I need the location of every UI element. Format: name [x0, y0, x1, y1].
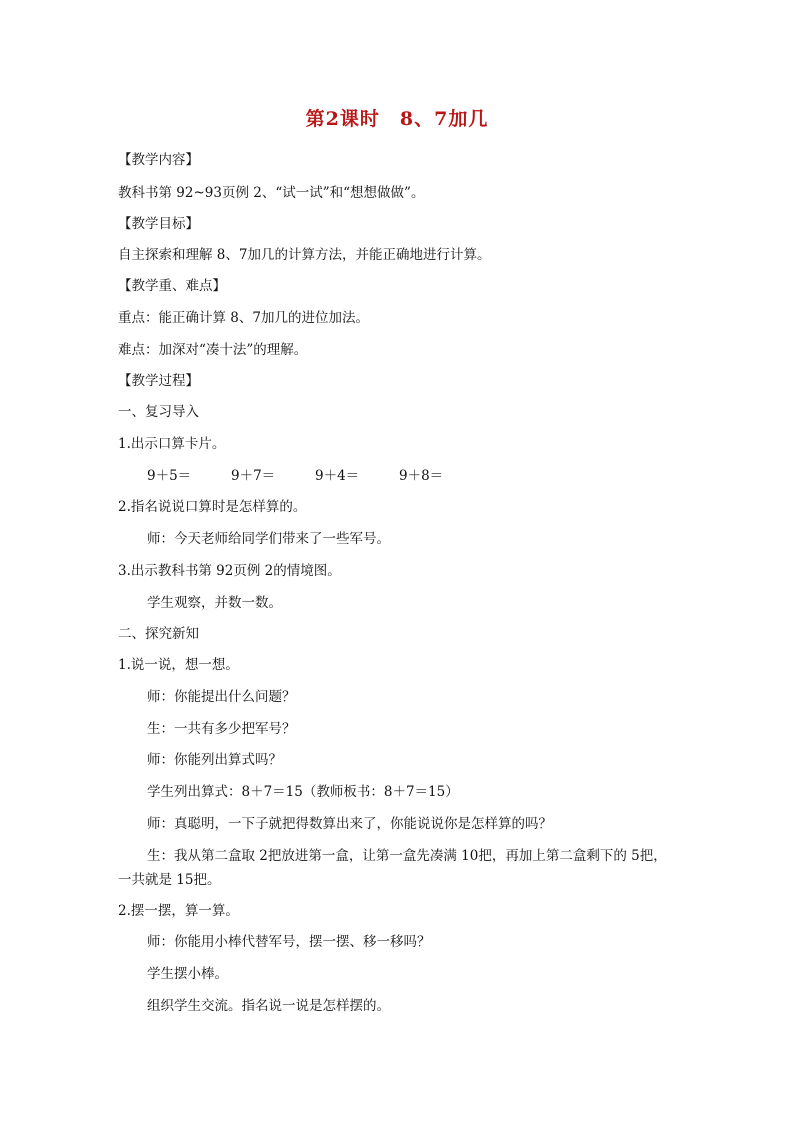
calc-card: 9＋8＝	[399, 468, 444, 484]
part1-step1: 1.出示口算卡片。	[118, 436, 226, 452]
calc-card: 9＋5＝	[147, 468, 192, 484]
student-line: 学生列出算式：8＋7＝15（教师板书：8＋7＝15）	[147, 784, 459, 800]
part1-heading: 一、复习导入	[118, 404, 199, 420]
student-line: 生：我从第二盒取 2把放进第一盒，让第一盒先凑满 10把，再加上第二盒剩下的 5把，	[147, 848, 667, 864]
teacher-line: 师：真聪明，一下子就把得数算出来了，你能说说你是怎样算的吗？	[147, 816, 552, 832]
part1-step3: 3.出示教科书第 92页例 2的情境图。	[118, 563, 341, 579]
section-heading-process: 【教学过程】	[118, 373, 199, 389]
student-line: 生：一共有多少把军号？	[147, 721, 296, 737]
content-text: 教科书第 92~93页例 2、“试一试”和“想想做做”。	[118, 185, 425, 201]
student-line-continued: 一共就是 15把。	[118, 872, 221, 888]
section-heading-content: 【教学内容】	[118, 152, 199, 168]
key-point-text: 重点：能正确计算 8、7加几的进位加法。	[118, 310, 369, 326]
part1-step2: 2.指名说说口算时是怎样算的。	[118, 499, 307, 515]
lesson-title: 第2课时 8、7加几	[305, 108, 489, 130]
calc-card: 9＋4＝	[315, 468, 360, 484]
student-line: 学生观察，并数一数。	[147, 595, 282, 611]
teacher-line: 师：你能用小棒代替军号，摆一摆、移一移吗？	[147, 934, 431, 950]
part2-heading: 二、探究新知	[118, 626, 199, 642]
calc-card: 9＋7＝	[231, 468, 276, 484]
goal-text: 自主探索和理解 8、7加几的计算方法，并能正确地进行计算。	[118, 247, 491, 263]
section-heading-goal: 【教学目标】	[118, 216, 199, 232]
student-line: 组织学生交流。指名说一说是怎样摆的。	[147, 998, 390, 1014]
difficult-point-text: 难点：加深对“凑十法”的理解。	[118, 342, 308, 358]
student-line: 学生摆小棒。	[147, 966, 228, 982]
teacher-line: 师：你能提出什么问题？	[147, 689, 296, 705]
oral-calc-cards	[147, 466, 483, 486]
teacher-line: 师：今天老师给同学们带来了一些军号。	[147, 531, 390, 547]
part2-step2: 2.摆一摆，算一算。	[118, 903, 239, 919]
section-heading-key: 【教学重、难点】	[118, 278, 226, 294]
teacher-line: 师：你能列出算式吗？	[147, 752, 282, 768]
part2-step1: 1.说一说，想一想。	[118, 657, 239, 673]
